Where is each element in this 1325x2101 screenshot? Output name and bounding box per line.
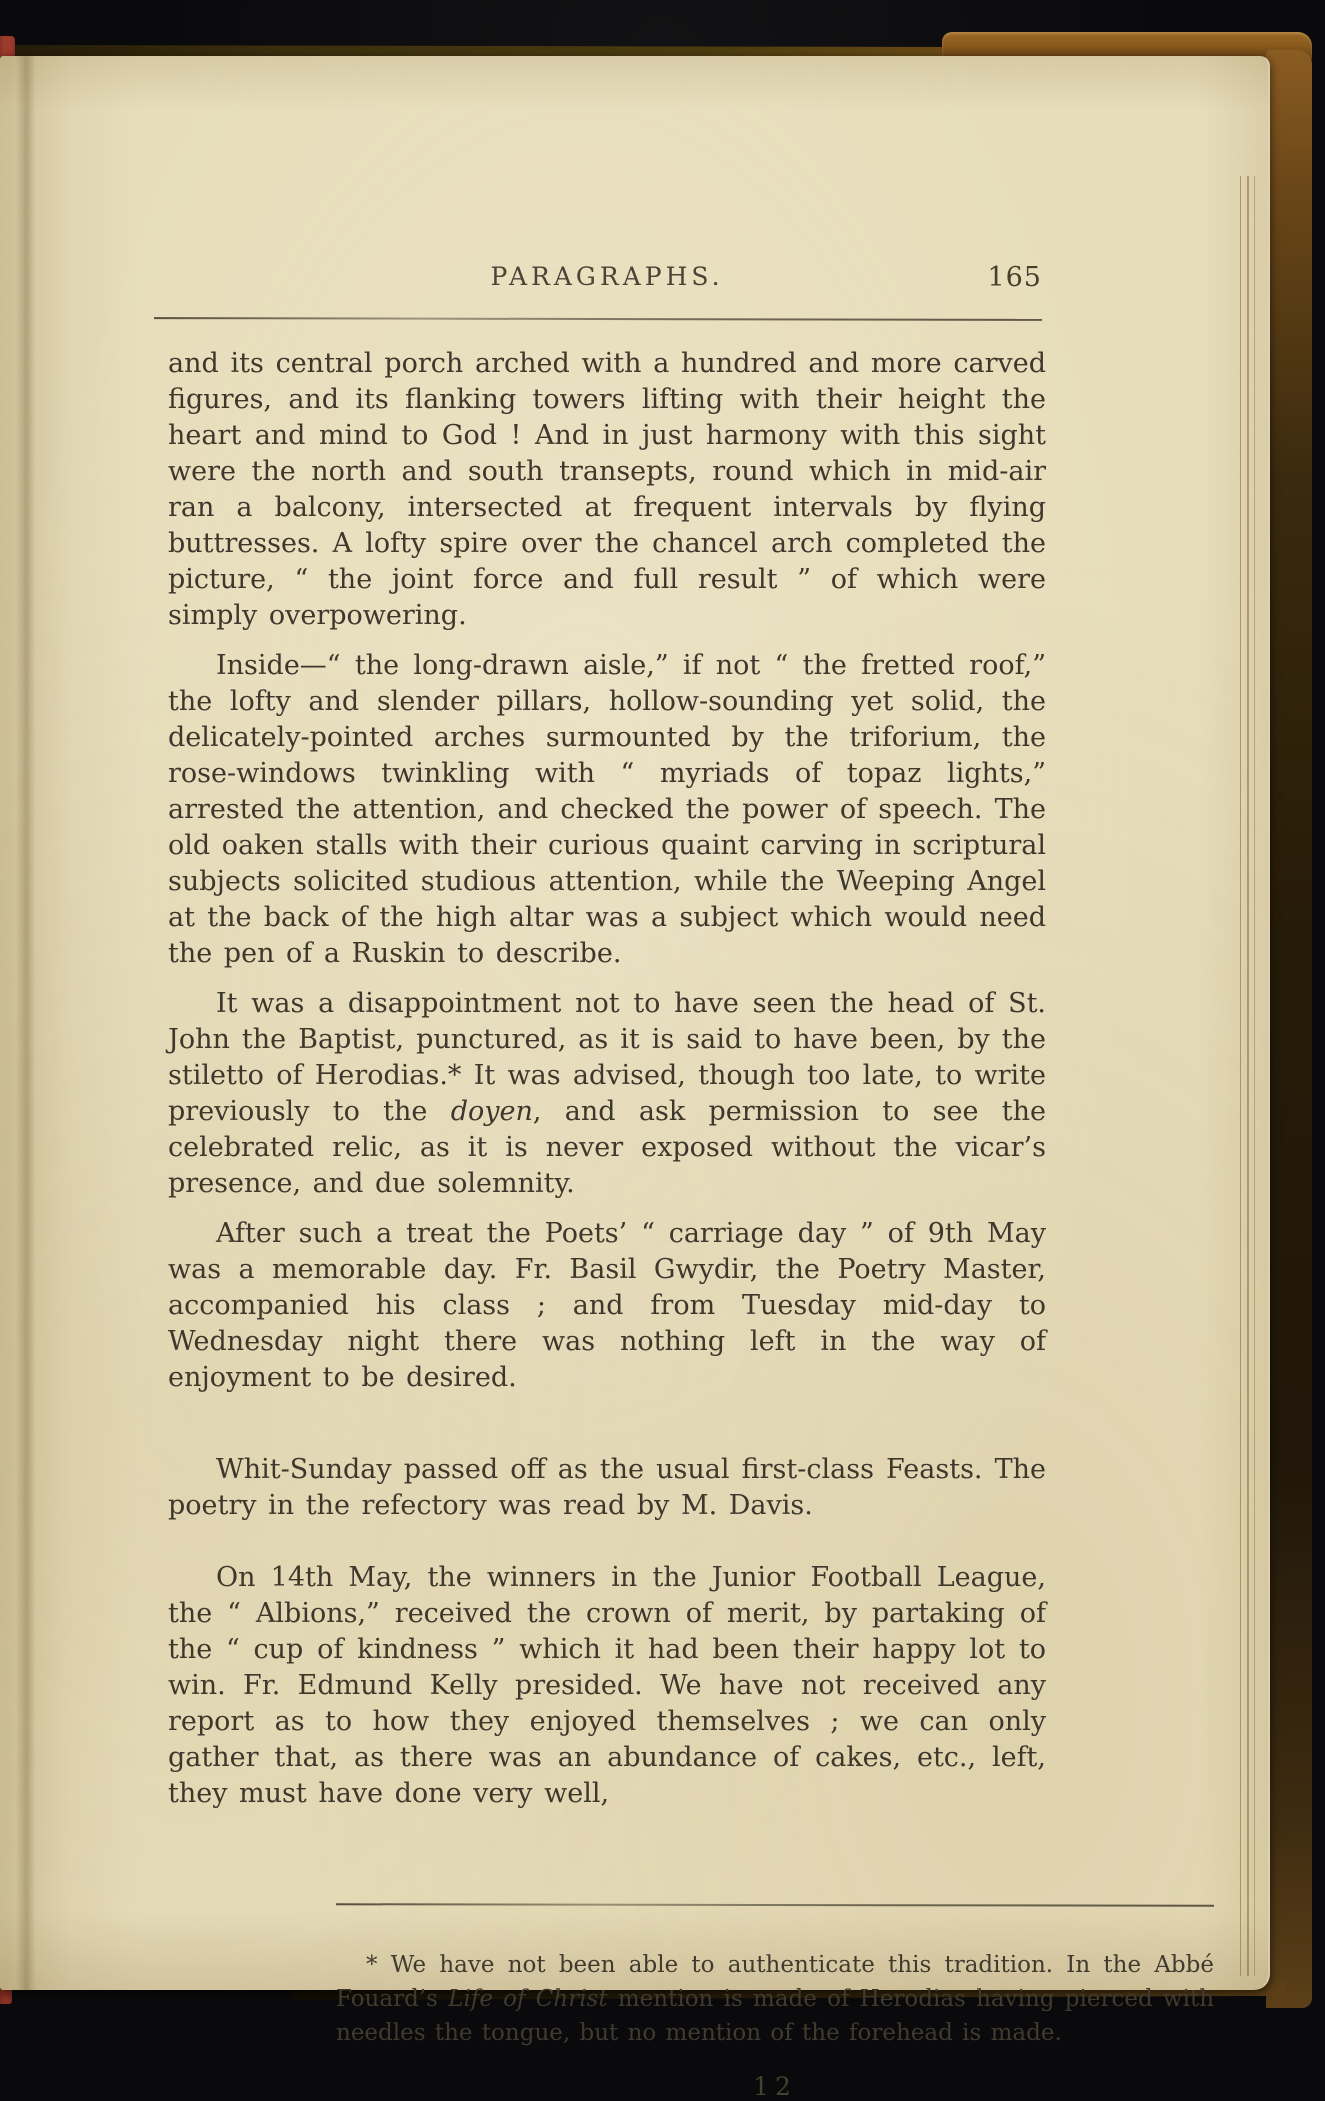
body-text bbox=[168, 346, 1046, 1812]
body-paragraph: and its central porch arched with a hundred and more carved figures, and its flanking towers lifting with their height the heart and mind to God ! And in just harmony with this sight were the north and south transepts, round which in mid-air ran a balcony, intersected at frequent intervals by flying buttresses. A lofty spire over the chancel arch completed the picture, “ the joint force and full result ” of which were simply overpowering. bbox=[168, 348, 1046, 631]
page-header bbox=[168, 262, 1046, 298]
body-paragraph: After such a treat the Poets’ “ carriage day ” of 9th May was a memorable day. Fr. Basil Gwydir, the Poetry Master, accompanied his class ; and from Tuesday mid-day to Wednesday night there was nothing left in the way of enjoyment to be desired. bbox=[168, 1218, 1046, 1393]
signature-mark: 12 bbox=[753, 2072, 797, 2101]
footnote-text: * We have not been able to authenticate this tradition. In the Abbé Fouard’s Life of Christ mention is made of Herodias having pierced with needles the tongue, but no mention of the forehead is made. bbox=[336, 1952, 1215, 2046]
book bbox=[0, 40, 1312, 2101]
page-gutter-shadow bbox=[16, 56, 42, 1990]
footnote-rule bbox=[336, 1903, 1214, 1907]
page-number: 165 bbox=[987, 262, 1042, 293]
footnote-area bbox=[336, 1904, 1214, 2101]
running-title: PARAGRAPHS. bbox=[490, 262, 724, 291]
body-paragraph: It was a disappointment not to have seen the head of St. John the Baptist, punctured, as it is said to have been, by the stiletto of Herodias.* It was advised, though too late, to write previously to the doyen, and ask permission to see the celebrated relic, as it is never exposed without the vicar’s presence, and due solemnity. bbox=[168, 988, 1046, 1199]
book-cover-right bbox=[1266, 50, 1312, 2008]
text-column bbox=[168, 262, 1215, 2101]
page-fore-edge-lines bbox=[1236, 176, 1260, 1976]
body-paragraph: Whit-Sunday passed off as the usual first-class Feasts. The poetry in the refectory was read by M. Davis. bbox=[168, 1454, 1046, 1521]
body-paragraph: Inside—“ the long-drawn aisle,” if not “ the fretted roof,” the lofty and slender pillars, hollow-sounding yet solid, the delicately-pointed arches surmounted by the triforium, the rose-windows twinkling with “ myriads of topaz lights,” arrested the attention, and checked the power of speech. The old oaken stalls with their curious quaint carving in scriptural subjects solicited studious attention, while the Weeping Angel at the back of the high altar was a subject which would need the pen of a Ruskin to describe. bbox=[168, 650, 1046, 969]
header-rule bbox=[154, 317, 1042, 321]
book-page bbox=[0, 56, 1270, 2101]
body-paragraph: On 14th May, the winners in the Junior Football League, the “ Albions,” received the crown of merit, by partaking of the “ cup of kindness ” which it had been their happy lot to win. Fr. Edmund Kelly presided. We have not received any report as to how they enjoyed themselves ; we can only gather that, as there was an abundance of cakes, etc., left, they must have done very well, bbox=[168, 1562, 1046, 1809]
